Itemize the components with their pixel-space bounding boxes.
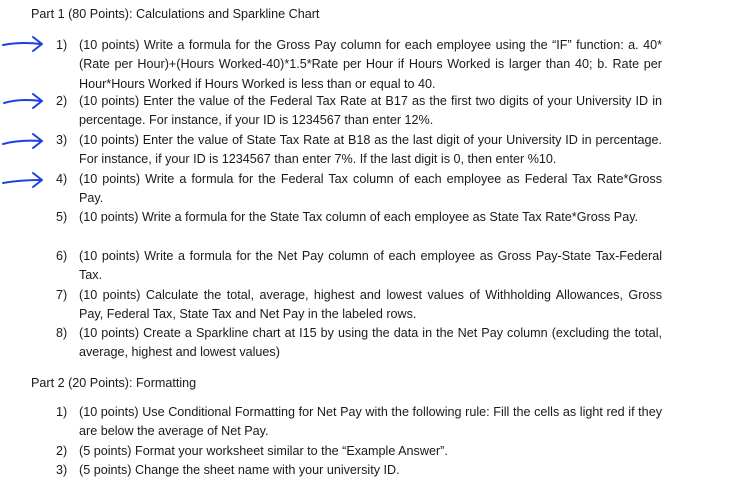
item-text: (10 points) Create a Sparkline chart at I15 by using the data in the Net Pay column (excluding the total, average, highest and lowest values) <box>79 326 662 360</box>
item-text: (10 points) Write a formula for the State Tax column of each employee as State Tax Rate*Gross Pay. <box>79 210 639 224</box>
part2-item-2 <box>56 442 662 461</box>
item-text: (5 points) Change the sheet name with your university ID. <box>79 463 400 477</box>
item-number: 1) <box>56 38 68 52</box>
item-number: 1) <box>56 405 68 419</box>
item-number: 8) <box>56 326 68 340</box>
arrow-right-icon <box>4 94 42 108</box>
item-number: 2) <box>56 444 68 458</box>
part1-item-1 <box>56 36 662 94</box>
part2-heading: Part 2 (20 Points): Formatting <box>31 376 197 390</box>
item-number: 4) <box>56 172 68 186</box>
item-text: (10 points) Write a formula for the Gross Pay column for each employee using the “IF” function: a. 40*(Rate per Hour)+(Hours Worked-40)*1.5*Rate per Hour if Hours Worked is larger than 40; b. Rate per Hour*Hours Worked if Hours Worked is less than or equal to 40. <box>79 38 662 91</box>
item-number: 2) <box>56 94 68 108</box>
part2-item-1 <box>56 403 662 442</box>
arrow-right-icon <box>3 134 42 148</box>
item-text: (10 points) Enter the value of the Federal Tax Rate at B17 as the first two digits of your University ID in percentage. For instance, if your ID is 1234567 than enter 12%. <box>79 94 662 128</box>
item-text: (10 points) Write a formula for the Federal Tax column of each employee as Federal Tax Rate*Gross Pay. <box>79 172 662 206</box>
part1-item-3 <box>56 131 662 170</box>
item-text: (10 points) Enter the value of State Tax Rate at B18 as the last digit of your University ID in percentage. For instance, if your ID is 1234567 than enter 7%. If the last digit is 0, then enter %10. <box>79 133 662 167</box>
handwritten-arrows <box>0 0 60 200</box>
item-text: (5 points) Format your worksheet similar to the “Example Answer”. <box>79 444 448 458</box>
part1-item-8 <box>56 324 662 363</box>
arrow-right-icon <box>3 173 42 187</box>
part1-heading: Part 1 (80 Points): Calculations and Sparkline Chart <box>31 7 320 21</box>
part1-item-7 <box>56 286 662 325</box>
item-number: 5) <box>56 210 68 224</box>
item-number: 3) <box>56 133 68 147</box>
item-number: 6) <box>56 249 68 263</box>
part1-item-2 <box>56 92 662 131</box>
part2-item-3 <box>56 461 662 480</box>
part1-item-5 <box>56 208 662 227</box>
item-text: (10 points) Write a formula for the Net Pay column of each employee as Gross Pay-State Tax-Federal Tax. <box>79 249 662 283</box>
item-number: 7) <box>56 288 68 302</box>
item-number: 3) <box>56 463 68 477</box>
part1-item-6 <box>56 247 662 286</box>
arrow-right-icon <box>3 37 42 51</box>
part1-item-4 <box>56 170 662 209</box>
item-text: (10 points) Calculate the total, average, highest and lowest values of Withholding Allowances, Gross Pay, Federal Tax, State Tax and Net Pay in the labeled rows. <box>79 288 662 322</box>
item-text: (10 points) Use Conditional Formatting for Net Pay with the following rule: Fill the cells as light red if they are below the average of Net Pay. <box>79 405 662 439</box>
